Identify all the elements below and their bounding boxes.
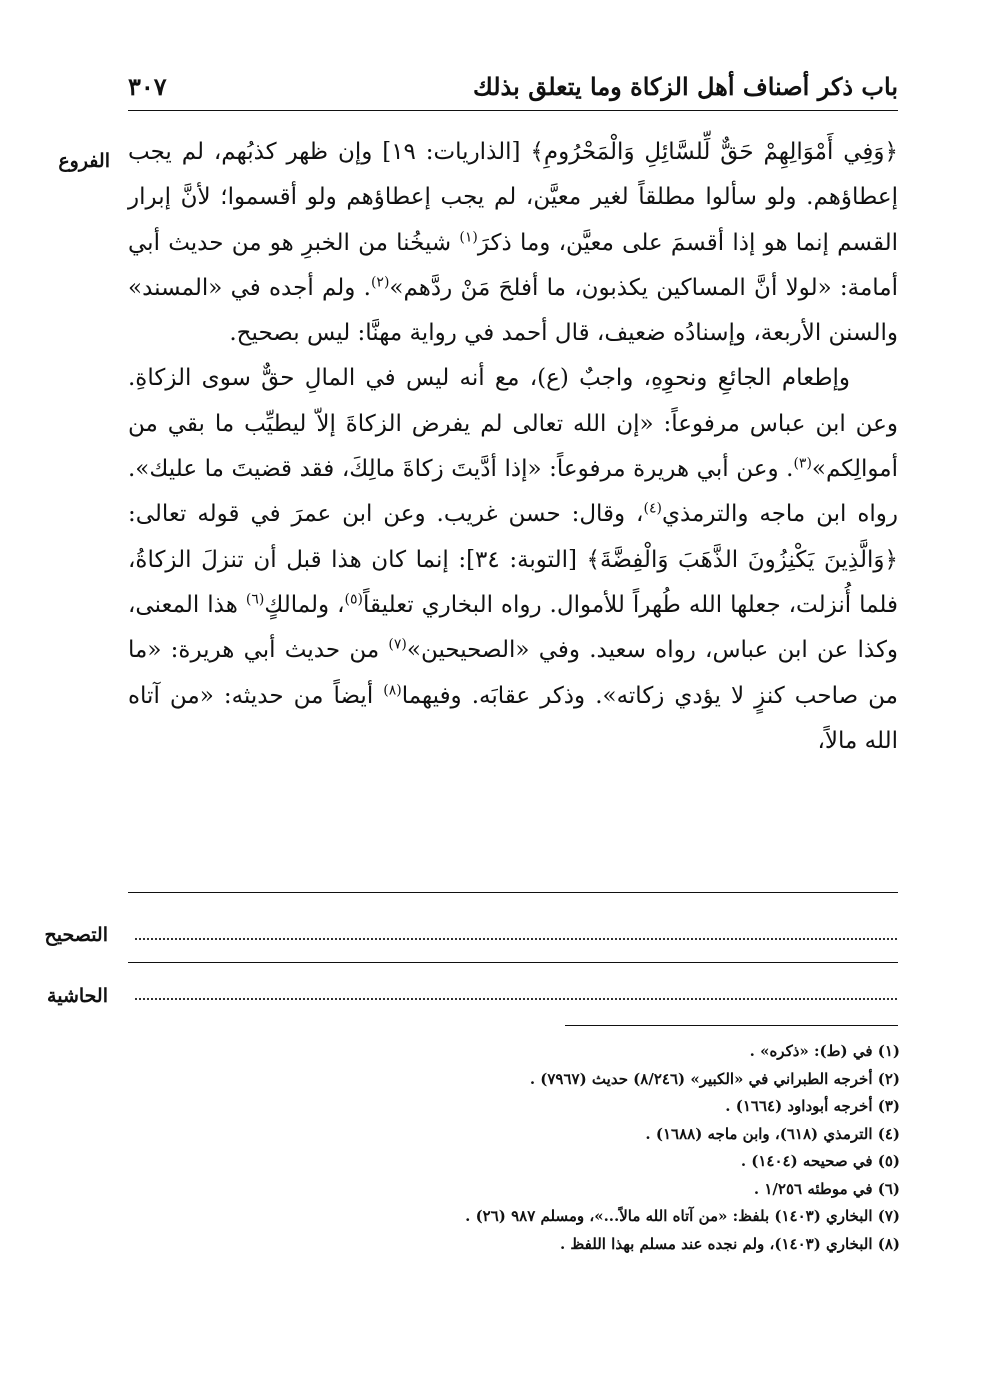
footnote-separator [565, 1025, 898, 1026]
text-run: ، وقال: حسن غريب. وعن ابن عمرَ في قوله تعالى: ﴿وَالَّذِينَ يَكْنِزُونَ الذَّهَبَ وَالْفِضَّةَ﴾ [التوبة: ٣٤]: إنما كان هذا قبل أن تنزلَ الزكاةُ، فلما أُنزلت، جعلها الله طُهراً للأموال. رواه البخاري تعليقاً [128, 501, 899, 618]
correction-rule [128, 962, 898, 963]
correction-label: التصحيح [44, 924, 108, 946]
footnote-marker: (٨) [383, 681, 402, 698]
footnote-marker: (٥) [344, 591, 363, 608]
footnotes [300, 1038, 900, 1258]
margin-note-dotted-line [135, 998, 897, 1000]
footnote-3: (٣) أخرجه أبوداود (١٦٦٤) . [725, 1097, 900, 1115]
footnote-2: (٢) أخرجه الطبراني في «الكبير» (٨/٢٤٦) حديث (٧٩٦٧) . [529, 1069, 900, 1088]
footnote-marker: (٦) [245, 591, 265, 608]
footnote-marker: (٢) [370, 274, 390, 291]
text-run: شيخُنا من الخبرِ هو من حديث أبي أمامة: «لولا أنَّ المساكين يكذبون، ما أفلحَ مَنْ ردَّهم» [128, 229, 898, 301]
text-run: . ولم أجده في «المسند» والسنن الأربعة، وإسنادُه ضعيف، قال أحمد في رواية مهنَّا: ليس بصحيح. [128, 274, 898, 347]
text-run: ﴿وَفِي أَمْوَالِهِمْ حَقٌّ لِّلسَّائِلِ وَالْمَحْرُومِ﴾ [الذاريات: ١٩] وإن ظهر كذبُهم، لم يجب إعطاؤهم. ولو سألوا مطلقاً لغير معيَّن، لم يجب إعطاؤهم ولو أقسموا؛ لأنَّ إبرار القسم إنما هو إذا أقسمَ على معيَّن، وما ذكرَ [128, 139, 899, 256]
text-run: أيضاً من حديثه: «من آتاه الله مالاً، [128, 682, 898, 754]
footnote-marker: (٤) [643, 500, 662, 517]
footnote-8: (٨) البخاري (١٤٠٣)، ولم نجده عند مسلم بهذا اللفظ . [559, 1234, 900, 1253]
text-run: من حديث أبي هريرة: «ما من صاحب كنزٍ لا يؤدي زكاته». وذكر عقابَه. وفيهما [128, 637, 898, 709]
running-header [128, 68, 898, 108]
source-side-label: الفروع [58, 150, 110, 172]
footnote-6: (٦) في موطئه ١/٢٥٦ . [753, 1179, 900, 1198]
footnote-marker: (٣) [793, 455, 812, 472]
footnote-5: (٥) في صحيحه (١٤٠٤) . [740, 1152, 900, 1170]
chapter-title: باب ذكر أصناف أهل الزكاة وما يتعلق بذلك [473, 72, 898, 101]
footnote-marker: (١) [459, 228, 478, 245]
text-run: ، ولمالكٍ [264, 591, 345, 618]
footnote-7: (٧) البخاري (١٤٠٣) بلفظ: «من آتاه الله مالاً...»، ومسلم ٩٨٧ (٢٦) . [465, 1207, 900, 1225]
margin-note-label: الحاشية [47, 985, 108, 1007]
paragraph [128, 356, 898, 764]
correction-dotted-line [135, 938, 897, 940]
header-rule [128, 110, 898, 111]
text-run: . وعن أبي هريرة مرفوعاً: «إذا أدَّيتَ زكاةَ مالِكَ، فقد قضيتَ ما عليك». رواه ابن ماجه والترمذي [128, 456, 899, 528]
paragraph [128, 130, 898, 356]
footnote-marker: (٧) [388, 636, 407, 653]
footnote-1: (١) في (ط): «ذكره» . [749, 1042, 900, 1060]
main-text [128, 130, 898, 764]
text-bottom-rule [128, 892, 898, 893]
text-run: وإطعام الجائعِ ونحوِهِ، واجبٌ (ع)، مع أنه ليس في المالِ حقٌّ سوى الزكاةِ. وعن ابن عباس مرفوعاً: «إن الله تعالى لم يفرض الزكاةَ إلاّ ليطيِّب ما بقي من أموالِكم» [128, 365, 898, 483]
text-run: هذا المعنى، وكذا عن ابن عباس، رواه سعيد. وفي «الصحيحين» [128, 591, 898, 664]
page-number: ٣٠٧ [128, 72, 167, 101]
footnote-4: (٤) الترمذي (٦١٨)، وابن ماجه (١٦٨٨) . [645, 1124, 900, 1143]
